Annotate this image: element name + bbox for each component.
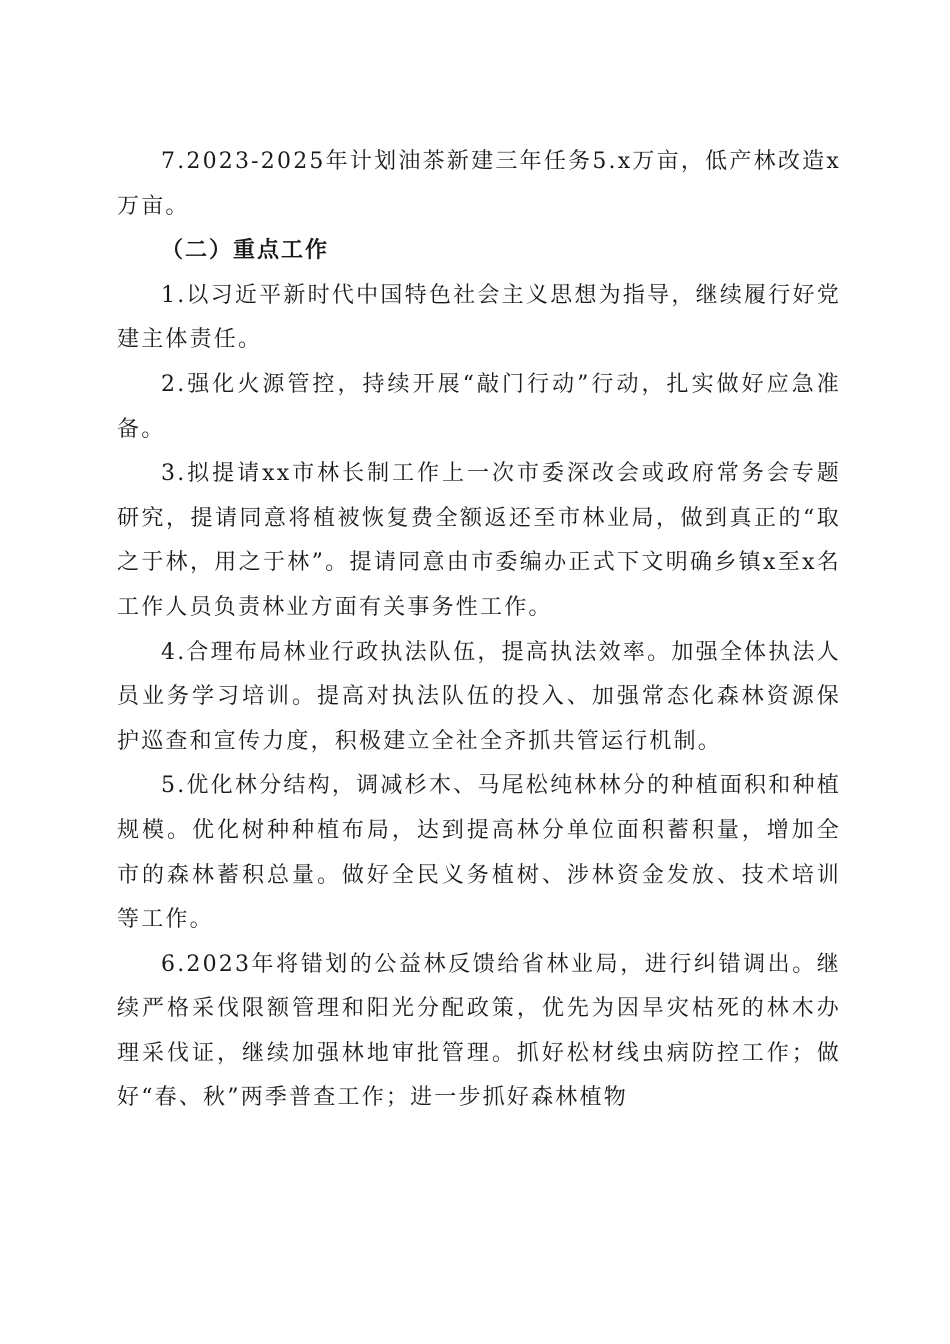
document-body [117,140,841,1121]
section-heading: （二）重点工作 [161,238,330,264]
paragraph-item-5: 5.优化林分结构，调减杉木、马尾松纯林林分的种植面积和种植规模。优化树种种植布局，达到提高林分单位面积蓄积量，增加全市的森林蓄积总量。做好全民义务植树、涉林资金发放、技术培训等工作。 [117,773,841,933]
paragraph-item-4: 4.合理布局林业行政执法队伍，提高执法效率。加强全体执法人员业务学习培训。提高对执法队伍的投入、加强常态化森林资源保护巡查和宣传力度，积极建立全社全齐抓共管运行机制。 [117,639,841,754]
paragraph-item-3: 3.拟提请xx市林长制工作上一次市委深改会或政府常务会专题研究，提请同意将植被恢复费全额返还至市林业局，做到真正的“取之于林，用之于林”。提请同意由市委编办正式下文明确乡镇x至x名工作人员负责林业方面有关事务性工作。 [117,461,841,620]
paragraph-item-6: 6.2023年将错划的公益林反馈给省林业局，进行纠错调出。继续严格采伐限额管理和阳光分配政策，优先为因旱灾枯死的林木办理采伐证，继续加强林地审批管理。抓好松材线虫病防控工作；做好“春、秋”两季普查工作；进一步抓好森林植物 [117,951,841,1111]
paragraph-item-2: 2.强化火源管控，持续开展“敲门行动”行动，扎实做好应急准备。 [117,371,841,442]
paragraph-item-1: 1.以习近平新时代中国特色社会主义思想为指导，继续履行好党建主体责任。 [117,282,841,353]
paragraph-item-7: 7.2023-2025年计划油茶新建三年任务5.x万亩，低产林改造x万亩。 [117,149,841,219]
